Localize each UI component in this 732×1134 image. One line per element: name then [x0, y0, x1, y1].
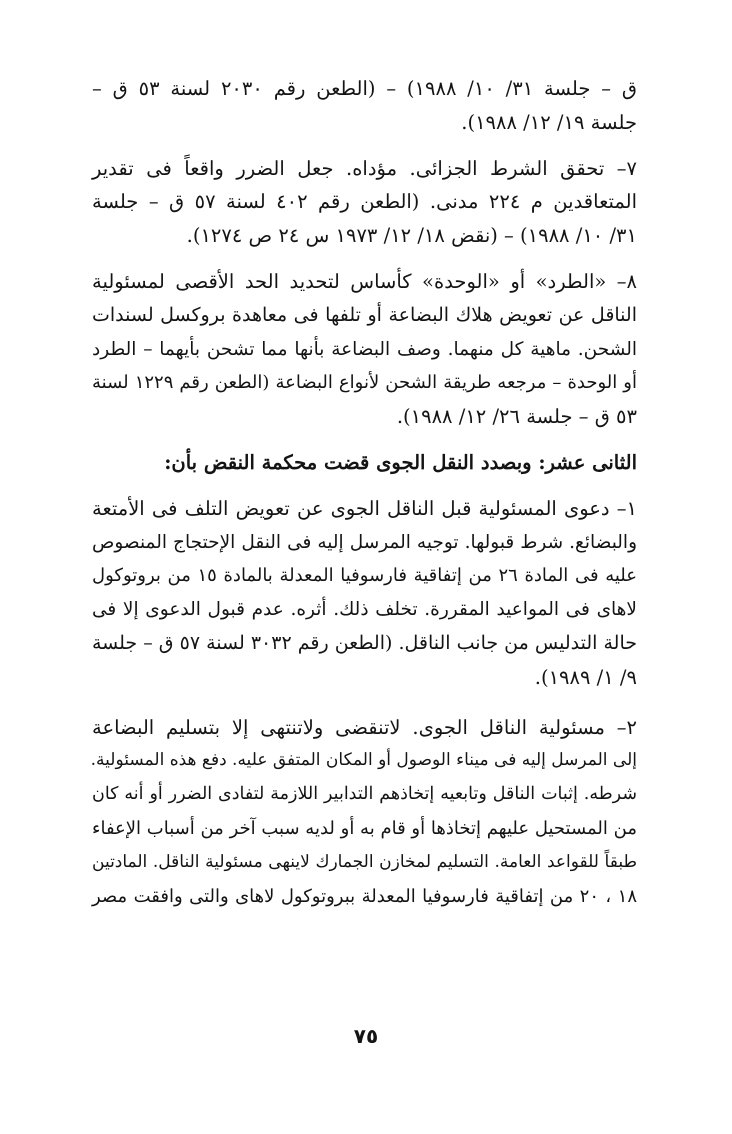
paragraph: [92, 265, 637, 434]
page-number: ٧٥: [353, 1024, 379, 1048]
text-line: جلسة ١٩/ ١٢/ ١٩٨٨).: [461, 110, 637, 134]
text-line: عليه فى المادة ٢٦ من إتفاقية فارسوفيا المعدلة بالمادة ١٥ من بروتوكول: [92, 565, 637, 587]
text-line: المتعاقدين م ٢٢٤ مدنى. (الطعن رقم ٤٠٢ لسنة ٥٧ ق – جلسة: [92, 190, 637, 214]
text-line: ٩/ ١/ ١٩٨٩).: [534, 665, 637, 689]
text-line: إلى المرسل إليه فى ميناء الوصول أو المكان المتفق عليه. دفع هذه المسئولية.: [90, 750, 637, 771]
text-line: أو الوحدة – مرجعه طريقة الشحن لأنواع البضاعة (الطعن رقم ١٢٢٩ لسنة: [92, 372, 637, 394]
text-line: ٢– مسئولية الناقل الجوى. لاتنقضى ولاتنتهى إلا بتسليم البضاعة: [92, 715, 637, 739]
text-line: الناقل عن تعويض هلاك البضاعة أو تلفها فى معاهدة بروكسل لسندات: [92, 303, 637, 326]
text-line: ١– دعوى المسئولية قبل الناقل الجوى عن تعويض التلف فى الأمتعة: [92, 496, 637, 520]
text-line: ٣١/ ١٠/ ١٩٨٨) – (نقض ١٨/ ١٢/ ١٩٧٣ س ٢٤ ص ١٢٧٤).: [186, 224, 637, 248]
text-line: طبقاً للقواعد العامة. التسليم لمخازن الجمارك لاينهى مسئولية الناقل. المادتين: [92, 851, 637, 872]
heading-text: الثانى عشر: وبصدد النقل الجوى قضت محكمة النقض بأن:: [164, 450, 637, 474]
text-line: ١٨ ، ٢٠ من إتفاقية فارسوفيا المعدلة ببروتوكول لاهاى والتى وافقت مصر: [92, 885, 637, 907]
text-line: ٧– تحقق الشرط الجزائى. مؤداه. جعل الضرر واقعاً فى تقدير: [92, 156, 637, 180]
paragraph: [92, 492, 637, 695]
section-heading: [92, 446, 637, 480]
paragraph: [92, 152, 637, 253]
text-line: ق – جلسة ٣١/ ١٠/ ١٩٨٨) – (الطعن رقم ٢٠٣٠ لسنة ٥٣ ق –: [92, 77, 637, 100]
text-line: ٥٣ ق – جلسة ٢٦/ ١٢/ ١٩٨٨).: [396, 405, 637, 429]
text-line: ٨– «الطرد» أو «الوحدة» كأساس لتحديد الحد الأقصى لمسئولية: [92, 269, 637, 293]
text-line: الشحن. ماهية كل منهما. وصف البضاعة بأنها مما تشحن بأيهما – الطرد: [92, 338, 637, 360]
text-line: والبضائع. شرط قبولها. توجيه المرسل إليه فى النقل الإحتجاج المنصوص: [92, 531, 637, 553]
text-line: لاهاى فى المواعيد المقررة. تخلف ذلك. أثره. عدم قبول الدعوى إلا فى: [92, 599, 637, 621]
body-text: [92, 72, 637, 913]
paragraph: [92, 711, 637, 914]
text-line: حالة التدليس من جانب الناقل. (الطعن رقم ٣٠٣٢ لسنة ٥٧ ق – جلسة: [92, 631, 637, 654]
text-line: شرطه. إثبات الناقل وتابعيه إتخاذهم التدابير اللازمة لتفادى الضرر أو أنه كان: [92, 784, 637, 805]
text-line: من المستحيل عليهم إتخاذها أو قام به أو لديه سبب آخر من أسباب الإعفاء: [92, 817, 637, 839]
paragraph: [92, 72, 637, 140]
